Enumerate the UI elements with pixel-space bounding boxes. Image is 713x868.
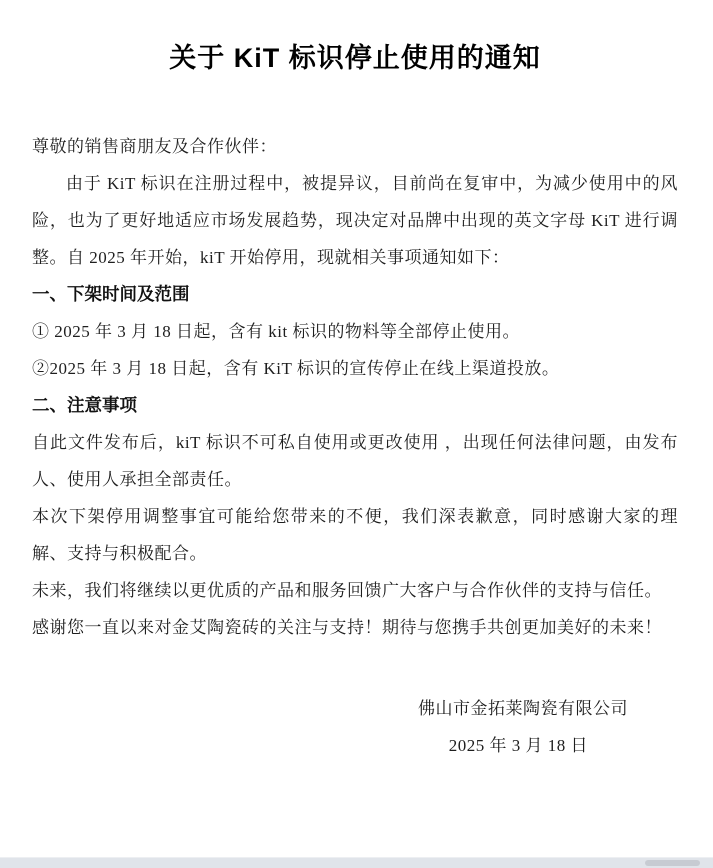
section-1-item-2: ②2025 年 3 月 18 日起，含有 KiT 标识的宣传停止在线上渠道投放。 [32,359,560,378]
section-2-heading: 二、注意事项 [32,395,137,415]
section-2-paragraph-2: 本次下架停用调整事宜可能给您带来的不便，我们深表歉意，同时感谢大家的理解、支持与积极配合。 [32,507,678,563]
section-2-paragraph-3: 未来，我们将继续以更优质的产品和服务回馈广大客户与合作伙伴的支持与信任。 [32,581,662,600]
signature-company: 佛山市金拓莱陶瓷有限公司 [418,699,628,718]
signature-date: 2025 年 3 月 18 日 [448,736,588,755]
scrollbar-thumb[interactable] [645,860,700,866]
intro-paragraph: 由于 KiT 标识在注册过程中，被提异议，目前尚在复审中，为减少使用中的风险，也为了更好地适应市场发展趋势，现决定对品牌中出现的英文字母 KiT 进行调整。自 2025 年开始，kiT 开始停用，现就相关事项通知如下： [32,174,678,267]
horizontal-scrollbar[interactable] [0,857,713,868]
section-1-heading: 一、下架时间及范围 [32,284,190,304]
section-2-paragraph-1: 自此文件发布后，kiT 标识不可私自使用或更改使用 ，出现任何法律问题，由发布人、使用人承担全部责任。 [32,433,678,489]
signature-block [32,690,678,764]
section-1-item-1: ① 2025 年 3 月 18 日起，含有 kit 标识的物料等全部停止使用。 [32,322,520,341]
document-title: 关于 KiT 标识停止使用的通知 [169,43,541,73]
greeting-line: 尊敬的销售商朋友及合作伙伴： [32,137,277,156]
section-2-paragraph-4: 感谢您一直以来对金艾陶瓷砖的关注与支持！期待与您携手共创更加美好的未来！ [32,618,662,637]
